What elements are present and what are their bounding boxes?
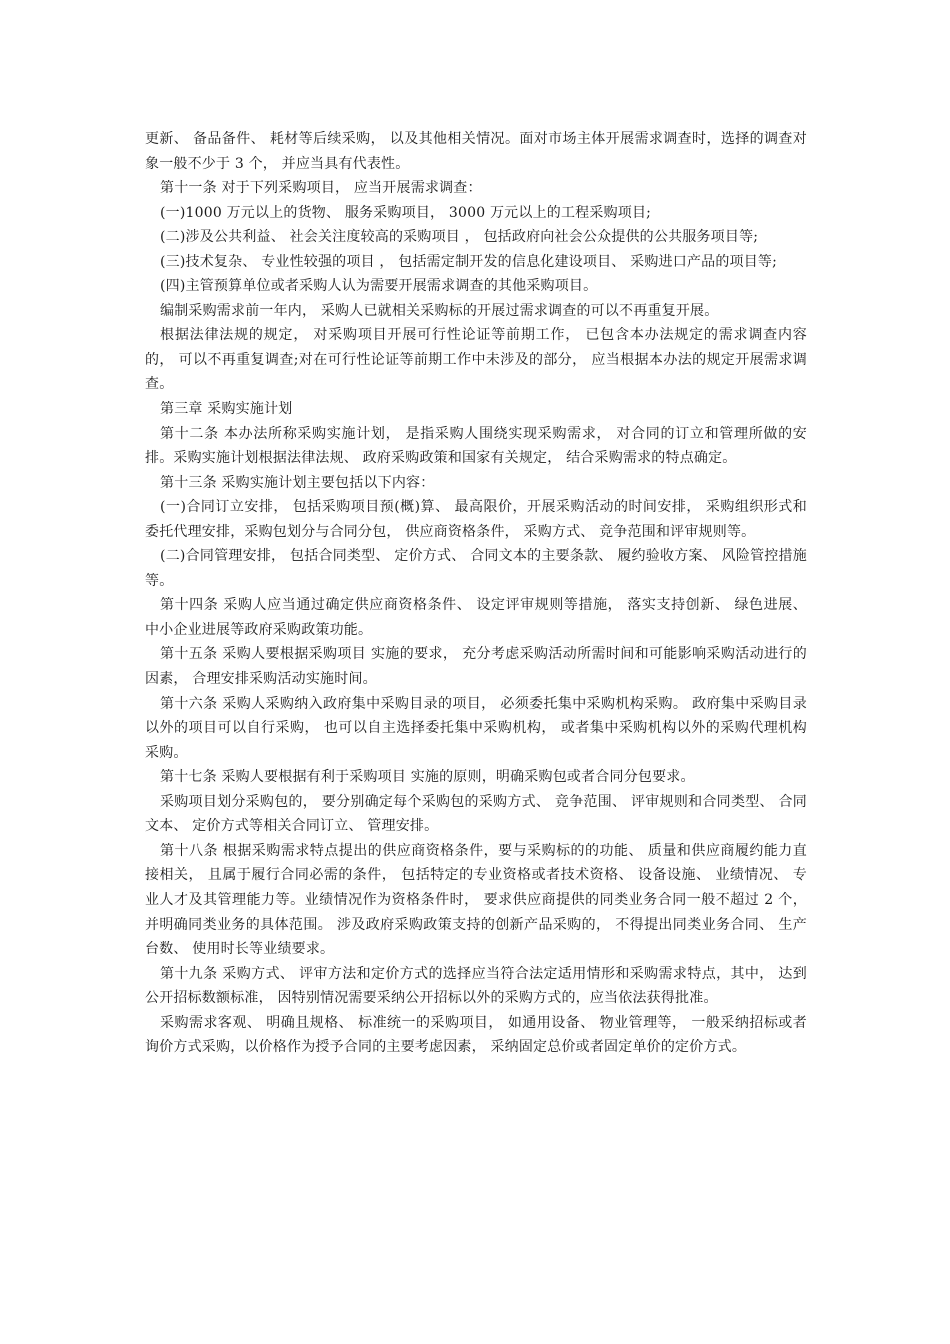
paragraph-article-11: 第十一条 对于下列采购项目， 应当开展需求调查：: [160, 180, 482, 197]
paragraph-article-19: 第十九条 采购方式、 评审方法和定价方式的选择应当符合法定适用情形和采购需求特点，其中， 达到公开招标数额标准， 因特别情况需要采纳公开招标以外的采购方式的，应当依法获得批准。: [145, 965, 807, 1007]
paragraph-standard-items: 采购需求客观、 明确且规格、 标准统一的采购项目， 如通用设备、 物业管理等， 一般采纳招标或者询价方式采购，以价格作为授予合同的主要考虑因素， 采纳固定总价或者固定单价的定价方式。: [145, 1014, 807, 1056]
paragraph-article-18: 第十八条 根据采购需求特点提出的供应商资格条件，要与采购标的的功能、 质量和供应商履约能力直接相关， 且属于履行合同必需的条件， 包括特定的专业资格或者技术资格、 设备设施、 业绩情况、 专业人才及其管理能力等。业绩情况作为资格条件时， 要求供应商提供的同类业务合同一般不超过 2 个， 并明确同类业务的具体范围。 涉及政府采购政策支持的创新产品采购的， 不得提出同类业务合同、 生产台数、 使用时长等业绩要求。: [145, 842, 807, 958]
paragraph-article-16: 第十六条 采购人采购纳入政府集中采购目录的项目， 必须委托集中采购机构采购。 政府集中采购目录以外的项目可以自行采购， 也可以自主选择委托集中采购机构， 或者集中采购机构以外的采购代理机构采购。: [145, 695, 807, 761]
paragraph-article-11-item-4: (四)主管预算单位或者采购人认为需要开展需求调查的其他采购项目。: [160, 278, 598, 295]
paragraph-procurement-continuation: 更新、 备品备件、 耗材等后续采购， 以及其他相关情况。面对市场主体开展需求调查时，选择的调查对象一般不少于 3 个， 并应当具有代表性。: [145, 131, 807, 172]
paragraph-article-13-item-2: (二)合同管理安排， 包括合同类型、 定价方式、 合同文本的主要条款、 履约验收方案、 风险管控措施等。: [145, 548, 807, 589]
document-page: [145, 127, 807, 1060]
paragraph-article-14: 第十四条 采购人应当通过确定供应商资格条件、 设定评审规则等措施， 落实支持创新、 绿色进展、 中小企业进展等政府采购政策功能。: [145, 597, 807, 638]
paragraph-procurement-package: 采购项目划分采购包的， 要分别确定每个采购包的采购方式、 竞争范围、 评审规则和合同类型、 合同文本、 定价方式等相关合同订立、 管理安排。: [145, 793, 807, 835]
paragraph-prior-survey: 编制采购需求前一年内， 采购人已就相关采购标的开展过需求调查的可以不再重复开展。: [160, 302, 719, 319]
paragraph-article-15: 第十五条 采购人要根据采购项目 实施的要求， 充分考虑采购活动所需时间和可能影响采购活动进行的因素， 合理安排采购活动实施时间。: [145, 646, 807, 688]
paragraph-article-13-item-1: (一)合同订立安排， 包括采购项目预(概)算、 最高限价，开展采购活动的时间安排， 采购组织形式和委托代理安排，采购包划分与合同分包， 供应商资格条件， 采购方式、 竞争范围和评审规则等。: [145, 499, 807, 540]
paragraph-feasibility-study: 根据法律法规的规定， 对采购项目开展可行性论证等前期工作， 已包含本办法规定的需求调查内容的， 可以不再重复调查;对在可行性论证等前期工作中未涉及的部分， 应当根据本办法的规定开展需求调查。: [145, 327, 807, 393]
paragraph-article-13: 第十三条 采购实施计划主要包括以下内容：: [160, 474, 435, 491]
chapter-3-heading: 第三章 采购实施计划: [160, 401, 293, 418]
paragraph-article-17: 第十七条 采购人要根据有利于采购项目 实施的原则，明确采购包或者合同分包要求。: [160, 769, 695, 786]
paragraph-article-11-item-1: (一)1000 万元以上的货物、 服务采购项目， 3000 万元以上的工程采购项目;: [160, 204, 652, 221]
paragraph-article-12: 第十二条 本办法所称采购实施计划， 是指采购人围绕实现采购需求， 对合同的订立和管理所做的安排。采购实施计划根据法律法规、 政府采购政策和国家有关规定， 结合采购需求的特点确定。: [145, 425, 807, 467]
paragraph-article-11-item-3: (三)技术复杂、 专业性较强的项目 ， 包括需定制开发的信息化建设项目、 采购进口产品的项目等;: [160, 253, 778, 270]
paragraph-article-11-item-2: (二)涉及公共利益、 社会关注度较高的采购项目 ， 包括政府向社会公众提供的公共服务项目等;: [160, 229, 759, 246]
